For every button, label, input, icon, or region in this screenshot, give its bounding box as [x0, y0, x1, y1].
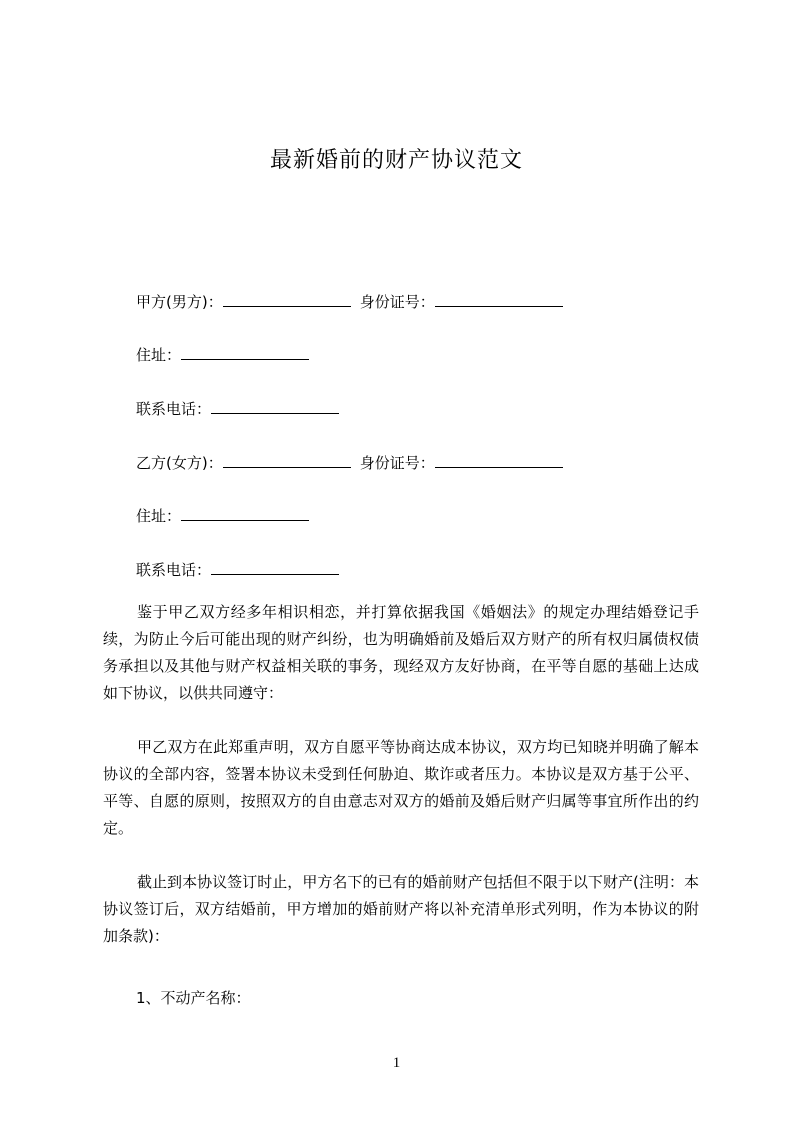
party-a-phone-blank — [211, 401, 339, 414]
party-a-name-blank — [223, 294, 351, 307]
party-b-name-blank — [223, 455, 351, 468]
party-a-address-label: 住址： — [136, 346, 182, 364]
party-a-phone-label: 联系电话： — [136, 400, 212, 418]
party-a-phone-row — [136, 398, 339, 419]
party-a-id-label: 身份证号： — [359, 293, 435, 311]
document-title: 最新婚前的财产协议范文 — [269, 148, 523, 173]
party-a-row — [136, 291, 563, 312]
page-number: 1 — [392, 1055, 401, 1071]
party-b-address-label: 住址： — [136, 507, 182, 525]
party-a-address-row — [136, 344, 309, 365]
party-b-phone-label: 联系电话： — [136, 561, 212, 579]
party-a-id-blank — [435, 294, 563, 307]
paragraph-premarital-assets: 截止到本协议签订时止，甲方名下的已有的婚前财产包括但不限于以下财产(注明：本协议签订后，双方结婚前，甲方增加的婚前财产将以补充清单形式列明，作为本协议的附加条款)： — [103, 873, 699, 945]
party-b-id-blank — [435, 455, 563, 468]
party-b-phone-blank — [211, 562, 339, 575]
party-b-label: 乙方(女方)： — [136, 454, 223, 472]
party-b-address-row — [136, 505, 309, 526]
item-real-estate: 1、不动产名称： — [136, 989, 251, 1007]
party-b-address-blank — [181, 508, 309, 521]
party-b-phone-row — [136, 559, 339, 580]
party-b-row — [136, 452, 563, 473]
party-a-label: 甲方(男方)： — [136, 293, 223, 311]
party-a-address-blank — [181, 347, 309, 360]
paragraph-preamble: 鉴于甲乙双方经多年相识相恋，并打算依据我国《婚姻法》的规定办理结婚登记手续，为防止今后可能出现的财产纠纷，也为明确婚前及婚后双方财产的所有权归属债权债务承担以及其他与财产权益相关联的事务，现经双方友好协商，在平等自愿的基础上达成如下协议，以供共同遵守： — [103, 603, 699, 702]
paragraph-declaration: 甲乙双方在此郑重声明，双方自愿平等协商达成本协议，双方均已知晓并明确了解本协议的全部内容，签署本协议未受到任何胁迫、欺诈或者压力。本协议是双方基于公平、平等、自愿的原则，按照双方的自由意志对双方的婚前及婚后财产归属等事宜所作出的约定。 — [103, 738, 699, 837]
party-b-id-label: 身份证号： — [359, 454, 435, 472]
